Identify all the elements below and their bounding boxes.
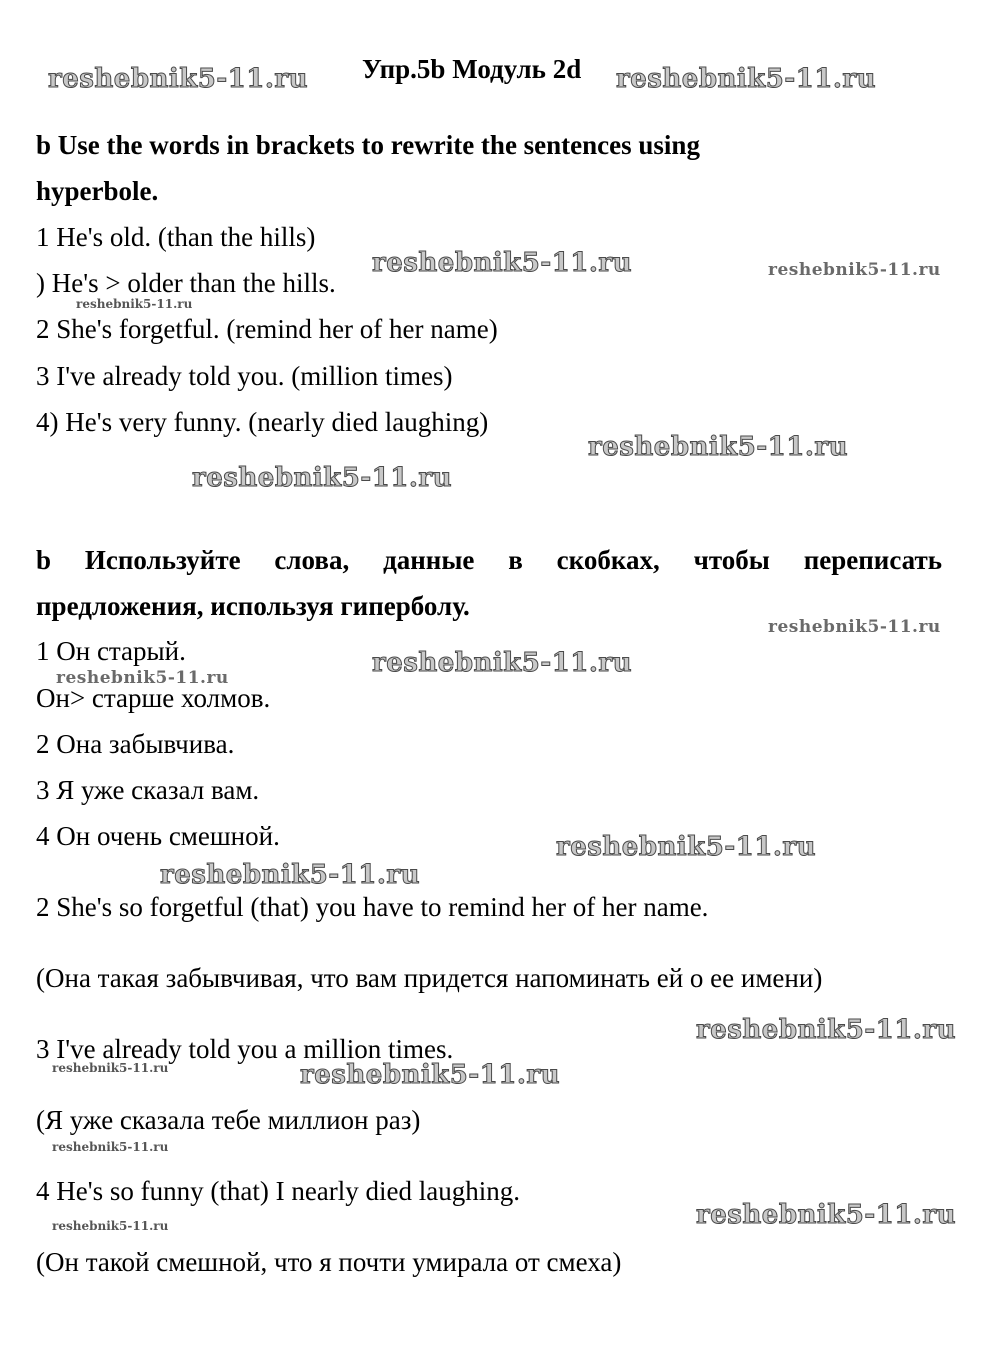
watermark: reshebnik5-11.ru	[696, 1015, 957, 1045]
watermark: reshebnik5-11.ru	[192, 463, 453, 493]
watermark: reshebnik5-11.ru	[56, 668, 229, 688]
english-line-3: 2 She's forgetful. (remind her of her name)	[36, 314, 498, 344]
watermark: reshebnik5-11.ru	[372, 648, 633, 678]
watermark: reshebnik5-11.ru	[696, 1200, 957, 1230]
watermark: reshebnik5-11.ru	[372, 248, 633, 278]
watermark: reshebnik5-11.ru	[52, 1140, 169, 1154]
answer-3-translation: (Я уже сказала тебе миллион раз)	[36, 1105, 421, 1135]
english-line-2: ) He's > older than the hills.	[36, 268, 336, 298]
answer-4: 4 He's so funny (that) I nearly died laughing.	[36, 1176, 520, 1206]
answer-4-translation: (Он такой смешной, что я почти умирала от смеха)	[36, 1247, 622, 1277]
russian-line-5: 4 Он очень смешной.	[36, 821, 280, 851]
russian-instruction-line1: b Используйте слова, данные в скобках, чтобы переписать	[36, 545, 942, 575]
answer-3: 3 I've already told you a million times.	[36, 1034, 454, 1064]
watermark: reshebnik5-11.ru	[616, 64, 877, 94]
watermark: reshebnik5-11.ru	[300, 1060, 561, 1090]
watermark: reshebnik5-11.ru	[556, 832, 817, 862]
russian-line-3: 2 Она забывчива.	[36, 729, 235, 759]
english-line-5: 4) He's very funny. (nearly died laughing)	[36, 407, 489, 437]
watermark: reshebnik5-11.ru	[52, 1061, 169, 1075]
watermark: reshebnik5-11.ru	[768, 260, 941, 280]
watermark: reshebnik5-11.ru	[52, 1219, 169, 1233]
watermark: reshebnik5-11.ru	[48, 64, 309, 94]
english-line-4: 3 I've already told you. (million times)	[36, 361, 453, 391]
watermark: reshebnik5-11.ru	[160, 860, 421, 890]
russian-line-1: 1 Он старый.	[36, 636, 186, 666]
answer-2: 2 She's so forgetful (that) you have to remind her of her name.	[36, 892, 709, 922]
watermark: reshebnik5-11.ru	[588, 432, 849, 462]
answer-2-translation: (Она такая забывчивая, что вам придется напоминать ей о ее имени)	[36, 963, 823, 993]
watermark: reshebnik5-11.ru	[76, 297, 193, 311]
russian-line-2: Он> старше холмов.	[36, 683, 271, 713]
watermark: reshebnik5-11.ru	[768, 617, 941, 637]
english-line-1: 1 He's old. (than the hills)	[36, 222, 316, 252]
english-instruction-line2: hyperbole.	[36, 176, 159, 206]
russian-line-4: 3 Я уже сказал вам.	[36, 775, 260, 805]
english-instruction-line1: b Use the words in brackets to rewrite the sentences using	[36, 130, 700, 160]
page-title: Упр.5b Модуль 2d	[362, 54, 582, 84]
russian-instruction-line2: предложения, используя гиперболу.	[36, 591, 470, 621]
